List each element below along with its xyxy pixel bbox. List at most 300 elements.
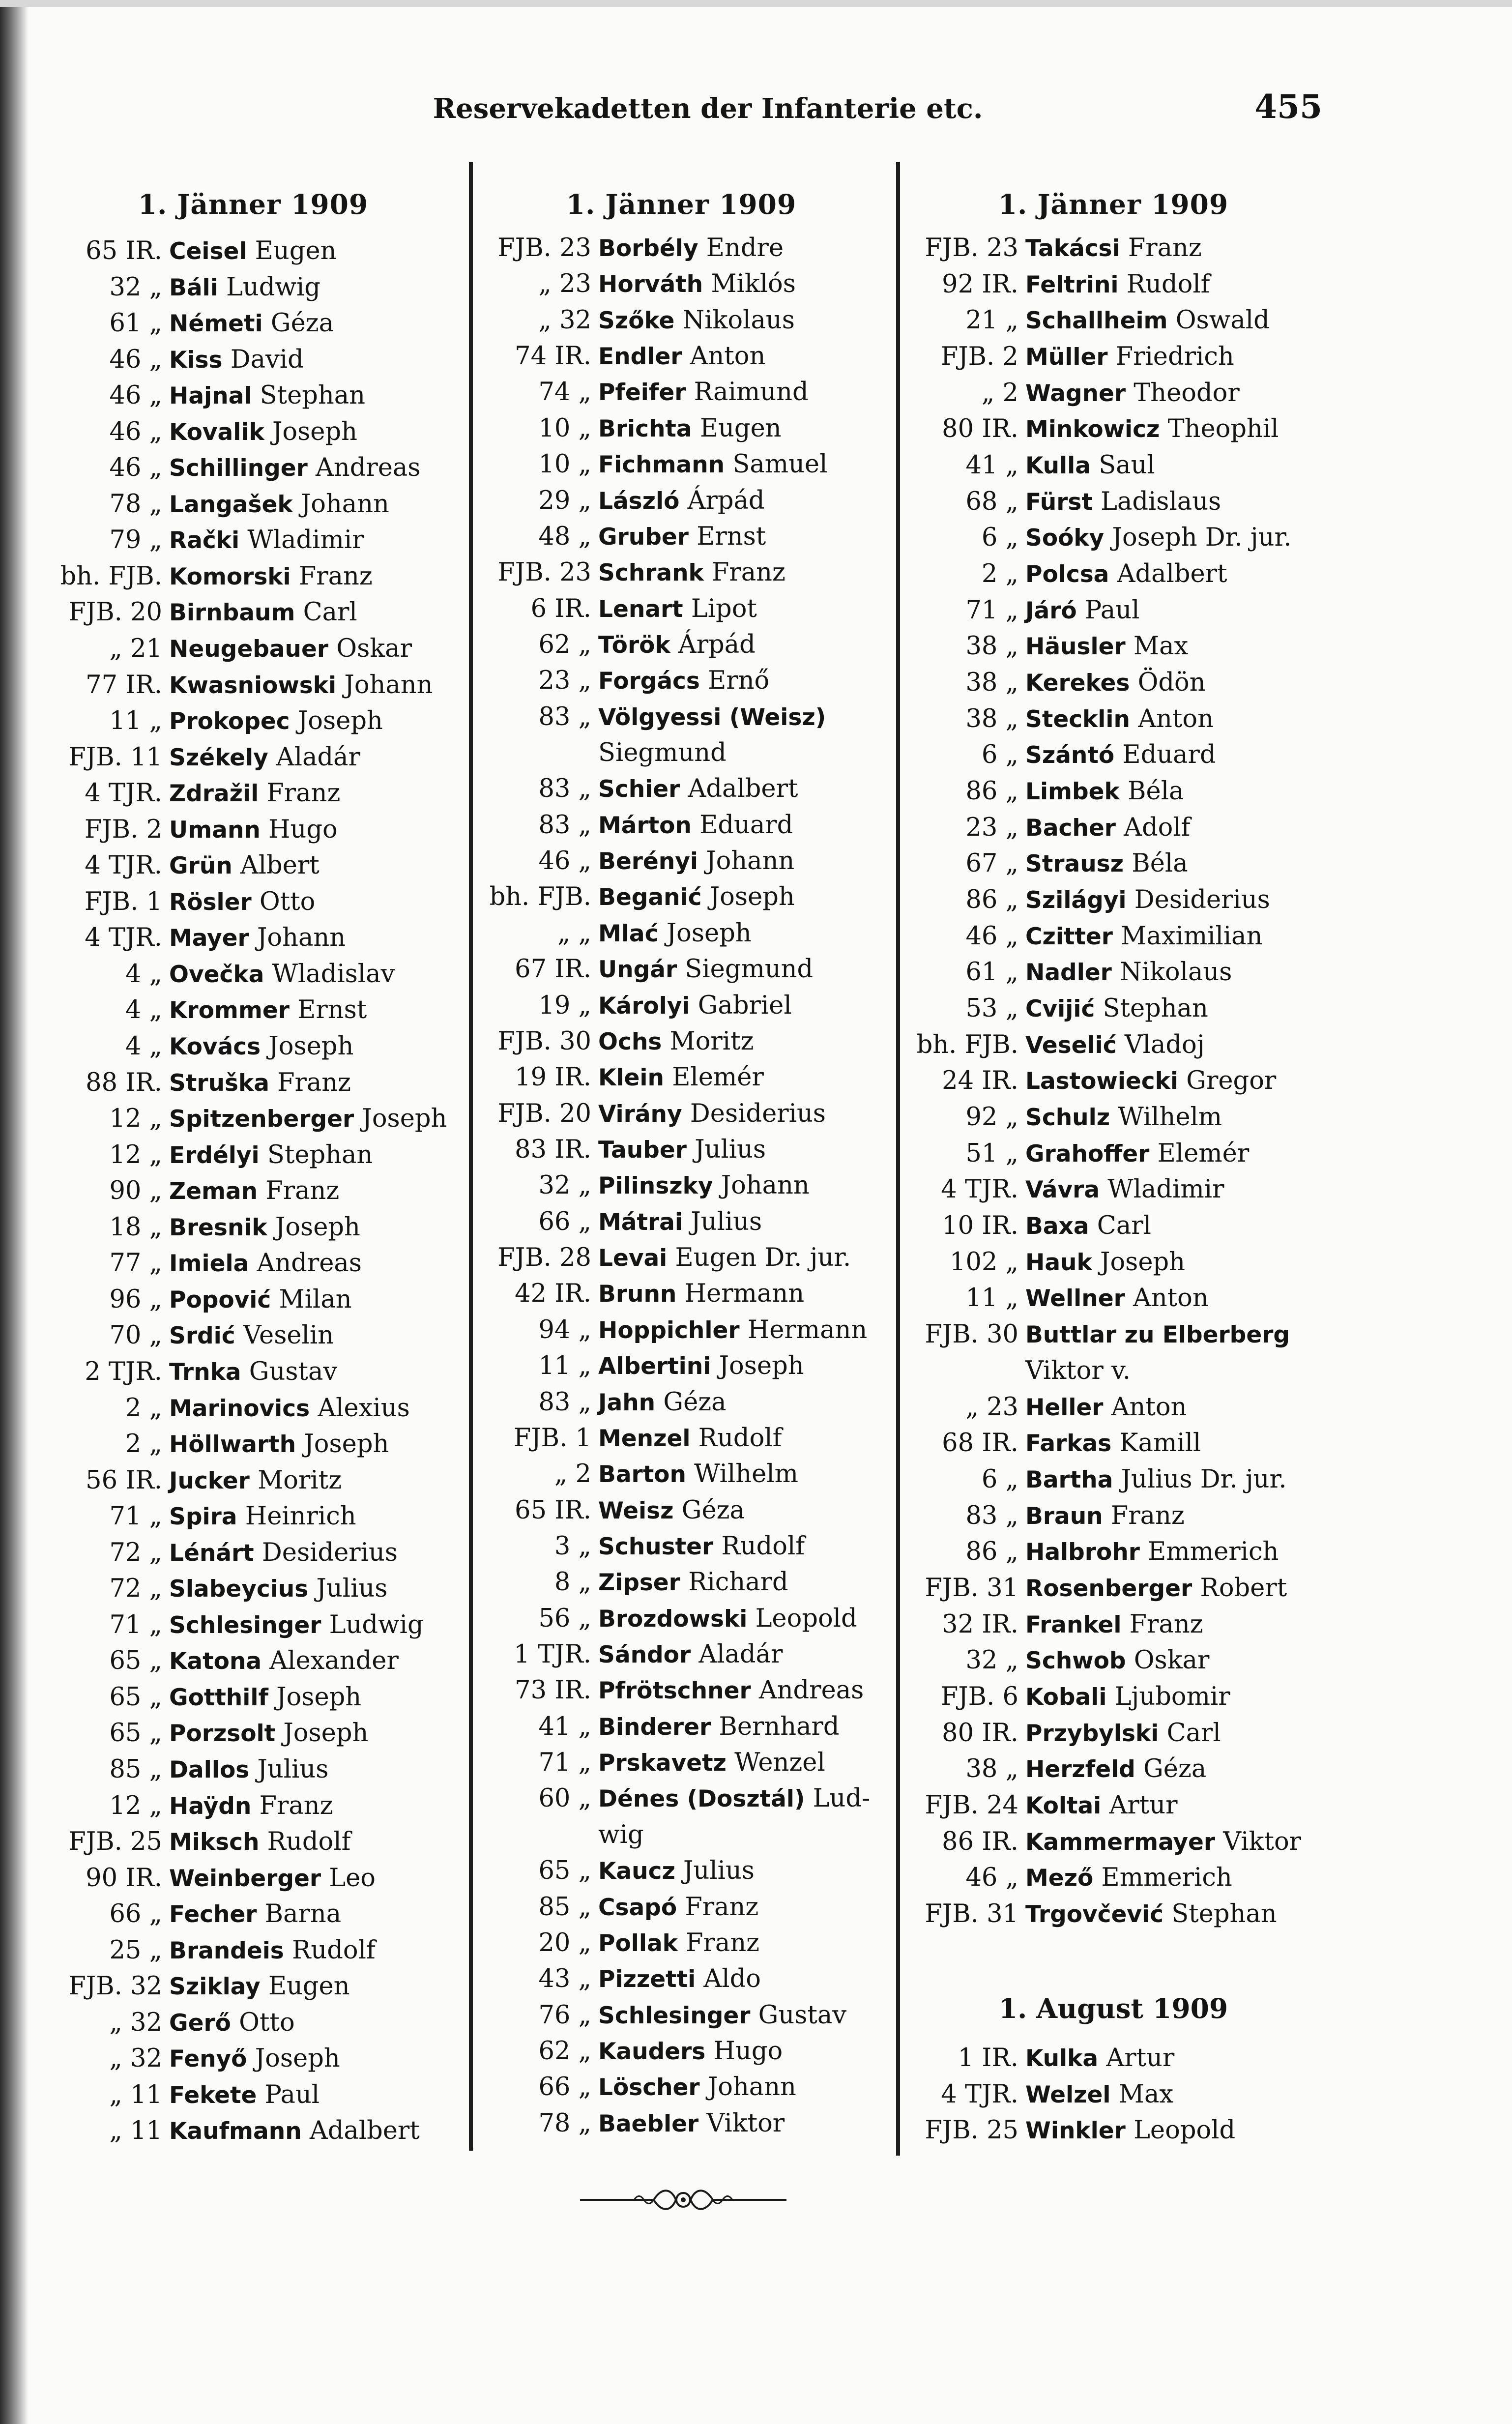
entry-list — [902, 230, 1325, 1932]
surname: Pizzetti — [598, 1966, 696, 1993]
list-entry — [902, 918, 1325, 955]
list-entry — [469, 1781, 893, 1816]
entry-name — [1018, 411, 1325, 448]
given-name: Theodor — [1134, 378, 1240, 408]
entry-name — [1018, 1534, 1325, 1571]
list-entry — [469, 1420, 893, 1456]
unit-number: 43 „ — [538, 1964, 591, 1994]
unit-number: 25 „ — [109, 1935, 162, 1965]
unit-number: 78 „ — [109, 489, 162, 519]
given-name: Franz — [1129, 1609, 1203, 1639]
column-3 — [902, 187, 1325, 1932]
given-name: Ladislaus — [1101, 487, 1221, 516]
unit-number: 10 „ — [538, 450, 591, 479]
list-entry — [902, 1136, 1325, 1172]
entry-name — [591, 1817, 893, 1853]
given-name: Carl — [1097, 1211, 1151, 1241]
surname: Fürst — [1025, 488, 1093, 516]
entry-name — [591, 266, 893, 302]
unit-number: 74 „ — [538, 378, 591, 407]
unit-number: „ 2 — [981, 378, 1018, 408]
unit-number: 29 „ — [538, 486, 591, 515]
unit-number: 65 IR. — [86, 236, 162, 265]
unit-number: „ 21 — [109, 634, 162, 664]
ornament-divider — [575, 2183, 791, 2217]
list-entry — [44, 1860, 462, 1897]
entry-name — [1018, 375, 1325, 412]
surname: Tauber — [598, 1136, 687, 1164]
list-entry — [44, 667, 462, 703]
list-entry — [469, 1889, 893, 1925]
entry-name — [162, 1209, 462, 1246]
unit-number: FJB. 23 — [497, 558, 591, 587]
list-entry — [44, 1137, 462, 1173]
entry-name — [591, 1312, 893, 1348]
unit-number: 67 „ — [965, 849, 1018, 878]
surname: Dénes (Dosztál) — [598, 1785, 805, 1813]
list-entry — [44, 1643, 462, 1679]
unit-number: 83 „ — [538, 810, 591, 840]
entry-name — [1018, 2112, 1325, 2149]
entry-name — [591, 1492, 893, 1529]
list-entry — [469, 879, 893, 915]
list-entry — [902, 1425, 1325, 1461]
given-name: Joseph — [1100, 1247, 1185, 1277]
list-entry — [44, 812, 462, 848]
entry-name — [162, 956, 462, 993]
list-entry — [44, 269, 462, 306]
given-name: Carl — [1166, 1718, 1221, 1748]
unit-number: 6 „ — [981, 1464, 1018, 1494]
entry-name — [591, 591, 893, 627]
unit-number: 4 „ — [125, 959, 162, 989]
unit-number: FJB. 23 — [925, 234, 1018, 263]
entry-name — [591, 302, 893, 339]
list-entry — [44, 1752, 462, 1788]
given-name: Elemér — [1157, 1139, 1250, 1168]
given-name: Joseph — [283, 1719, 369, 1748]
surname: Imiela — [169, 1250, 249, 1278]
list-entry — [469, 1132, 893, 1168]
given-name: Leo — [329, 1863, 376, 1893]
given-name: Rudolf — [698, 1423, 782, 1453]
unit-number: 90 IR. — [86, 1863, 162, 1893]
list-entry — [469, 1601, 893, 1636]
surname: Zeman — [169, 1178, 258, 1205]
entry-name — [591, 519, 893, 555]
given-name: Ernst — [297, 995, 367, 1025]
given-name: Anton — [690, 342, 766, 371]
surname: Winkler — [1025, 2117, 1126, 2145]
given-name: Johann — [300, 489, 389, 519]
given-name: Anton — [1133, 1284, 1209, 1313]
list-entry — [44, 522, 462, 558]
unit-number: 20 „ — [538, 1928, 591, 1957]
list-entry — [44, 2077, 462, 2113]
list-entry — [902, 773, 1325, 810]
list-entry — [44, 1245, 462, 1282]
list-entry — [902, 1896, 1325, 1932]
entry-name — [591, 1925, 893, 1961]
list-entry — [902, 882, 1325, 918]
entry-name — [591, 1961, 893, 1997]
given-name: Wladimir — [247, 526, 364, 555]
list-entry — [44, 1968, 462, 2005]
given-name: David — [230, 345, 304, 374]
given-name: Béla — [1132, 849, 1188, 878]
given-name: Géza — [663, 1387, 727, 1417]
unit-number: FJB. 6 — [940, 1682, 1018, 1711]
given-name: Árpád — [687, 486, 765, 515]
surname: Lénárt — [169, 1539, 254, 1567]
entry-name — [591, 1384, 893, 1421]
unit-number: 85 „ — [109, 1754, 162, 1784]
surname: Feltrini — [1025, 271, 1119, 298]
entry-name — [591, 807, 893, 844]
entry-name — [591, 1059, 893, 1096]
unit-number: FJB. 2 — [84, 815, 162, 844]
surname: Schulz — [1025, 1104, 1110, 1132]
given-name: Johann — [721, 1171, 810, 1200]
unit-number: FJB. 30 — [925, 1320, 1018, 1349]
unit-number: 23 „ — [538, 666, 591, 696]
given-name: Moritz — [669, 1026, 754, 1056]
unit-number: 71 „ — [538, 1748, 591, 1778]
given-name: Viktor — [1223, 1827, 1302, 1856]
unit-number: FJB. 23 — [497, 234, 591, 263]
entry-name — [162, 558, 462, 595]
list-entry — [469, 2105, 893, 2141]
given-name: Franz — [266, 779, 341, 808]
entry-name — [1018, 1498, 1325, 1535]
surname: Stecklin — [1025, 705, 1130, 733]
given-name: Saul — [1099, 451, 1155, 480]
entry-name — [162, 1245, 462, 1282]
given-name: Gustav — [249, 1357, 338, 1386]
unit-number: 90 „ — [109, 1176, 162, 1206]
given-name: Alexius — [318, 1393, 410, 1423]
given-name: Otto — [259, 887, 316, 916]
given-name: Artur — [1109, 1790, 1178, 1820]
list-entry — [902, 1389, 1325, 1426]
given-name: Joseph — [272, 417, 357, 446]
list-entry — [469, 374, 893, 410]
list-entry — [902, 1353, 1325, 1389]
unit-number: 65 „ — [109, 1646, 162, 1676]
surname: Erdélyi — [169, 1141, 260, 1169]
surname: Rački — [169, 527, 240, 555]
given-name: Leopold — [755, 1604, 857, 1633]
unit-number: 86 „ — [965, 885, 1018, 915]
surname: Grahoffer — [1025, 1140, 1150, 1168]
given-name: Géza — [681, 1495, 745, 1525]
given-name: Bernhard — [719, 1712, 840, 1741]
entry-name — [591, 1564, 893, 1601]
list-entry — [469, 1672, 893, 1708]
list-entry — [469, 1059, 893, 1095]
surname: Prskavetz — [598, 1750, 727, 1777]
given-name: Barna — [264, 1899, 342, 1929]
entry-name — [591, 374, 893, 410]
list-entry — [469, 1925, 893, 1961]
given-name: Franz — [265, 1176, 340, 1206]
entry-name — [1018, 665, 1325, 701]
surname: Márton — [598, 812, 692, 839]
given-name: Nikolaus — [682, 305, 795, 335]
given-name: Alexander — [269, 1646, 399, 1676]
surname: Rösler — [169, 888, 252, 916]
unit-number: 6 IR. — [530, 594, 591, 623]
given-name: Eduard — [1122, 740, 1216, 770]
list-entry — [44, 956, 462, 993]
given-name: Béla — [1128, 777, 1184, 806]
given-name: Stephan — [1103, 994, 1208, 1023]
surname: Löscher — [598, 2074, 700, 2102]
list-entry — [902, 1751, 1325, 1787]
unit-number: 32 „ — [538, 1171, 591, 1200]
list-entry — [902, 484, 1325, 520]
given-name: Hermann — [747, 1315, 868, 1344]
entry-name — [162, 1317, 462, 1354]
entry-name — [162, 450, 462, 487]
surname: Minkowicz — [1025, 416, 1160, 443]
unit-number: 71 „ — [109, 1502, 162, 1531]
list-entry — [902, 1534, 1325, 1570]
unit-number: FJB. 25 — [68, 1827, 162, 1857]
surname: Komorski — [169, 563, 291, 590]
surname: Schlesinger — [598, 2002, 751, 2029]
surname: Kiss — [169, 346, 223, 374]
surname: Fenyő — [169, 2045, 247, 2073]
unit-number: „ 2 — [554, 1460, 591, 1489]
given-name: Elemér — [672, 1063, 764, 1092]
unit-number: 102 „ — [950, 1247, 1018, 1277]
entry-name — [1018, 520, 1325, 556]
entry-name — [1018, 991, 1325, 1027]
list-entry — [44, 2005, 462, 2041]
given-name: Wladislav — [272, 959, 395, 989]
list-entry — [902, 1715, 1325, 1752]
surname: Herzfeld — [1025, 1756, 1135, 1783]
given-name: Eugen — [268, 1972, 350, 2001]
list-entry — [44, 1282, 462, 1318]
running-title: Reservekadetten der Infanterie etc. — [433, 92, 983, 125]
given-name: Gabriel — [698, 991, 792, 1020]
given-name: Franz — [686, 1928, 760, 1957]
list-entry — [44, 739, 462, 776]
unit-number: 19 IR. — [515, 1063, 591, 1092]
surname: Cvijić — [1025, 995, 1095, 1023]
entry-name — [162, 1752, 462, 1788]
entry-name — [591, 1456, 893, 1492]
given-name: Adolf — [1124, 813, 1191, 842]
surname: Rosenberger — [1025, 1575, 1192, 1602]
entry-name — [1018, 484, 1325, 521]
unit-number: 70 „ — [109, 1321, 162, 1350]
given-name: Carl — [303, 598, 357, 627]
entry-name — [162, 1968, 462, 2005]
given-name: Siegmund — [598, 738, 727, 768]
surname: Trnka — [169, 1358, 241, 1386]
unit-number: 86 „ — [965, 777, 1018, 806]
surname: Bartha — [1025, 1466, 1113, 1493]
surname: Frankel — [1025, 1611, 1122, 1638]
entry-name — [591, 1240, 893, 1276]
unit-number: „ 32 — [109, 2044, 162, 2074]
surname: Vávra — [1025, 1176, 1100, 1204]
list-entry — [902, 592, 1325, 629]
list-entry — [469, 1745, 893, 1781]
surname: Soóky — [1025, 525, 1105, 552]
unit-number: 32 „ — [109, 272, 162, 302]
page-number: 455 — [1254, 88, 1322, 126]
entry-name — [1018, 1751, 1325, 1788]
surname: Schwob — [1025, 1647, 1126, 1675]
list-entry — [44, 1173, 462, 1209]
surname: Trgovčević — [1025, 1900, 1163, 1928]
entry-name — [591, 1672, 893, 1709]
entry-name — [1018, 1570, 1325, 1607]
entry-name — [1018, 1715, 1325, 1752]
unit-number: 4 „ — [125, 1032, 162, 1061]
unit-number: 53 „ — [965, 994, 1018, 1023]
unit-number: 65 IR. — [515, 1495, 591, 1525]
given-name: Joseph — [362, 1104, 447, 1134]
given-name: Joseph — [719, 1351, 804, 1381]
entry-name — [1018, 1606, 1325, 1643]
given-name: Franz — [277, 1068, 351, 1097]
list-entry — [902, 375, 1325, 411]
unit-number: 56 „ — [538, 1604, 591, 1633]
entry-name — [162, 1896, 462, 1933]
surname: Jahn — [598, 1389, 656, 1416]
surname: Schuster — [598, 1533, 714, 1560]
unit-number: 10 IR. — [942, 1211, 1018, 1241]
entry-name — [1018, 1679, 1325, 1716]
unit-number: FJB. 30 — [497, 1026, 591, 1056]
entry-name — [162, 342, 462, 379]
given-name: Géza — [1143, 1754, 1207, 1784]
column-heading: 1. Jänner 1909 — [566, 188, 797, 220]
surname: Kwasniowski — [169, 672, 337, 699]
surname: Mátrai — [598, 1208, 683, 1236]
given-name: Kamill — [1119, 1429, 1201, 1458]
list-entry — [44, 594, 462, 631]
list-entry — [469, 1456, 893, 1492]
entry-name — [591, 843, 893, 879]
list-entry — [44, 1896, 462, 1932]
given-name: Joseph — [709, 882, 795, 912]
entry-name — [591, 1168, 893, 1204]
unit-number: 65 „ — [109, 1719, 162, 1748]
surname: Gruber — [598, 523, 689, 551]
entry-name — [162, 775, 462, 812]
unit-number: 10 „ — [538, 413, 591, 443]
unit-number: 61 „ — [109, 309, 162, 338]
list-entry — [902, 1606, 1325, 1643]
surname: Buttlar zu Elberberg — [1025, 1321, 1290, 1349]
list-entry — [44, 1317, 462, 1354]
given-name: Hugo — [713, 2036, 783, 2066]
given-name: Stephan — [267, 1140, 373, 1169]
unit-number: 61 „ — [965, 958, 1018, 987]
entry-name — [591, 1781, 893, 1817]
list-entry — [469, 663, 893, 699]
list-entry — [469, 771, 893, 807]
given-name: Rudolf — [292, 1935, 376, 1965]
list-entry — [902, 520, 1325, 556]
entry-name — [591, 1601, 893, 1637]
unit-number: 41 „ — [538, 1712, 591, 1741]
list-entry — [469, 1528, 893, 1564]
list-entry — [902, 411, 1325, 447]
list-entry — [469, 2069, 893, 2105]
given-name: Raimund — [694, 378, 809, 407]
entry-name — [162, 1824, 462, 1861]
given-name: Rudolf — [267, 1827, 351, 1857]
surname: Haÿdn — [169, 1792, 252, 1820]
entry-name — [162, 1571, 462, 1607]
list-entry — [902, 302, 1325, 339]
unit-number: 4 TJR. — [85, 779, 162, 808]
list-entry — [44, 378, 462, 414]
entry-name — [591, 1853, 893, 1889]
list-entry — [469, 735, 893, 771]
unit-number: 46 „ — [109, 381, 162, 410]
list-entry — [469, 1348, 893, 1384]
surname: Fekete — [169, 2081, 257, 2109]
entry-name — [162, 1282, 462, 1318]
list-entry — [469, 1997, 893, 2033]
list-entry — [44, 1209, 462, 1246]
entry-name — [1018, 1787, 1325, 1824]
unit-number: FJB. 31 — [925, 1573, 1018, 1603]
entry-name — [162, 1932, 462, 1969]
entry-name — [1018, 773, 1325, 810]
surname: Kovács — [169, 1033, 261, 1061]
entry-name — [162, 1715, 462, 1752]
entry-name — [162, 884, 462, 921]
list-entry — [469, 1204, 893, 1240]
unit-number: 2 „ — [125, 1393, 162, 1423]
surname: Pfrötschner — [598, 1677, 751, 1705]
given-name: Emmerich — [1148, 1537, 1279, 1567]
surname: Schrank — [598, 559, 704, 587]
given-name: Ödön — [1137, 668, 1206, 698]
given-name: Julius — [316, 1574, 388, 1604]
given-name: Richard — [688, 1568, 788, 1597]
surname: Brunn — [598, 1281, 677, 1308]
surname: Kulla — [1025, 452, 1091, 480]
list-entry — [902, 1208, 1325, 1244]
surname: Katona — [169, 1648, 262, 1675]
entry-name — [162, 2041, 462, 2077]
entry-name — [162, 414, 462, 451]
august-entries — [902, 2040, 1325, 2149]
entry-name — [591, 735, 893, 771]
given-name: Anton — [1111, 1392, 1187, 1422]
given-name: Miklós — [711, 269, 796, 299]
unit-number: FJB. 1 — [513, 1423, 591, 1453]
entry-name — [591, 915, 893, 952]
surname: Levai — [598, 1245, 668, 1272]
list-entry — [44, 847, 462, 884]
entry-name — [591, 1132, 893, 1168]
given-name: Otto — [239, 2008, 295, 2037]
entry-name — [162, 739, 462, 776]
entry-name — [162, 269, 462, 306]
unit-number: FJB. 20 — [68, 598, 162, 627]
